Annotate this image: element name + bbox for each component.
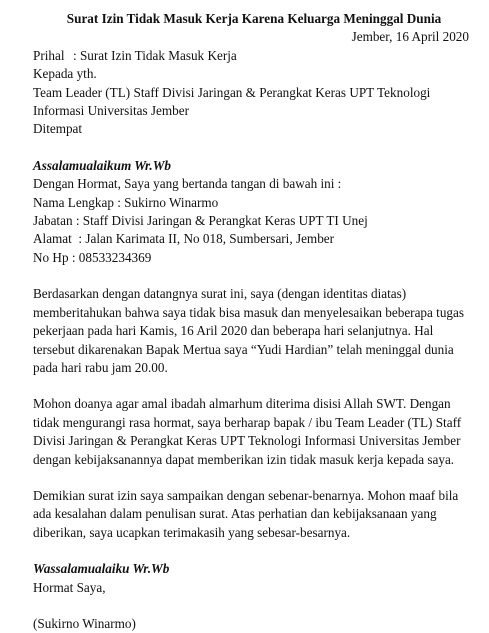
paragraph-line: Demikian surat izin saya sampaikan dengan sebenar-benarnya. Mohon maaf bila	[33, 487, 459, 503]
spacer	[33, 267, 469, 285]
identity-phone: No Hp : 08533234369	[33, 249, 152, 265]
recipient-place: Ditempat	[33, 121, 83, 137]
letter-title: Surat Izin Tidak Masuk Kerja Karena Keluarga Meninggal Dunia	[66, 11, 442, 26]
paragraph-line: pada hari rabu jam 20.00.	[33, 359, 168, 375]
paragraph-line: dengan kebijaksanannya dapat memberikan izin tidak masuk kerja kepada saya.	[33, 451, 455, 467]
spacer	[33, 377, 469, 395]
signature-name: (Sukirno Winarmo)	[33, 615, 136, 631]
identity-position: Jabatan : Staff Divisi Jaringan & Perangkat Keras UPT TI Unej	[33, 213, 368, 229]
spacer	[33, 469, 469, 487]
closing-greeting: Wassalamualaiku Wr.Wb	[33, 561, 170, 577]
paragraph-line: tersebut dikarenakan Bapak Mertua saya “Yudi Hardian” telah meninggal dunia	[33, 341, 454, 357]
paragraph-line: tidak mengurangi rasa hormat, saya berharap bapak / ibu Team Leader (TL) Staff	[33, 414, 462, 430]
recipient-salutation: Kepada yth.	[33, 66, 97, 82]
paragraph-line: pekerjaan pada hari Kamis, 16 Aril 2020 dan beberapa hari selanjutnya. Hal	[33, 323, 434, 339]
prihal-value: : Surat Izin Tidak Masuk Kerja	[73, 47, 237, 63]
spacer	[33, 139, 469, 157]
paragraph-line: Divisi Jaringan & Perangkat Keras UPT Teknologi Informasi Universitas Jember	[33, 433, 461, 449]
paragraph-line: Berdasarkan dengan datangnya surat ini, saya (dengan identitas diatas)	[33, 286, 407, 302]
recipient-line-1: Team Leader (TL) Staff Divisi Jaringan & Perangkat Keras UPT Teknologi	[33, 84, 431, 100]
paragraph-reason	[33, 285, 469, 377]
paragraph-line: ada kesalahan dalam penulisan surat. Atas perhatian dan kebijaksanaan yang	[33, 506, 437, 522]
paragraph-closing	[33, 487, 469, 542]
paragraph-line: diberikan, saya ucapkan terimakasih yang sebesar-besarnya.	[33, 524, 351, 540]
recipient-line-2: Informasi Universitas Jember	[33, 103, 190, 119]
identity-name: Nama Lengkap : Sukirno Winarmo	[33, 194, 219, 210]
paragraph-line: memberitahukan bahwa saya tidak bisa masuk dan menyelesaikan beberapa tugas	[33, 304, 465, 320]
spacer	[33, 542, 469, 560]
signature-space	[33, 597, 469, 615]
closing-line: Hormat Saya,	[33, 579, 106, 595]
intro-line: Dengan Hormat, Saya yang bertanda tangan di bawah ini :	[33, 176, 342, 192]
identity-address: Alamat : Jalan Karimata II, No 018, Sumbersari, Jember	[33, 231, 335, 247]
paragraph-request	[33, 395, 469, 469]
prihal-line	[33, 47, 469, 65]
opening-greeting: Assalamualaikum Wr.Wb	[33, 157, 172, 173]
letter-date: Jember, 16 April 2020	[351, 29, 469, 45]
paragraph-line: Mohon doanya agar amal ibadah almarhum diterima disisi Allah SWT. Dengan	[33, 396, 451, 412]
prihal-label: Prihal	[33, 47, 65, 63]
